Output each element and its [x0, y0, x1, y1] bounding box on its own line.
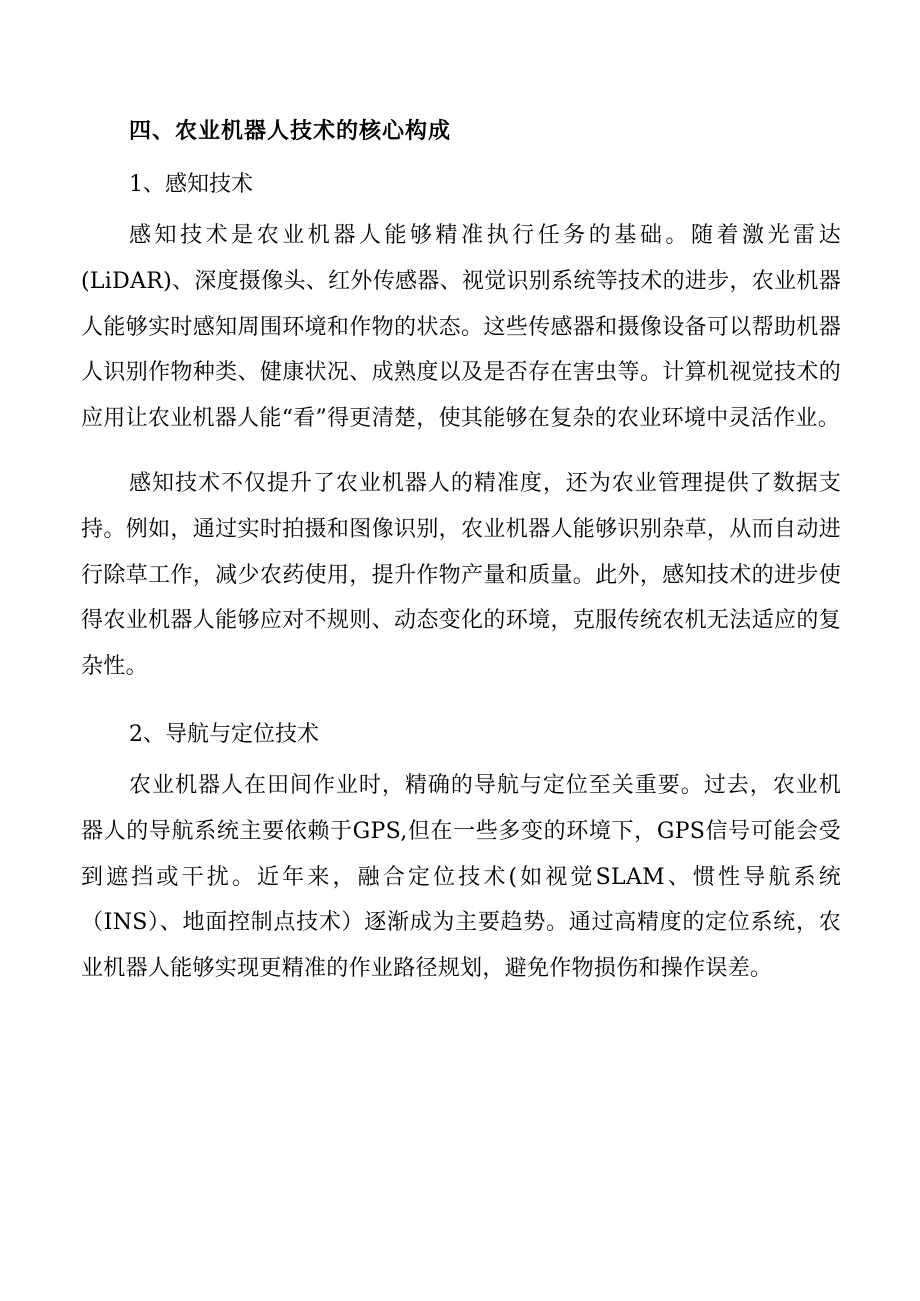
subsection-title-navigation: 2、导航与定位技术 [129, 721, 319, 747]
document-body [81, 106, 841, 1011]
paragraph-navigation-1: 农业机器人在田间作业时，精确的导航与定位至关重要。过去，农业机器人的导航系统主要依赖于GPS,但在一些多变的环境下，GPS信号可能会受到遮挡或干扰。近年来，融合定位技术(如视觉SLAM、惯性导航系统（INS）、地面控制点技术）逐渐成为主要趋势。通过高精度的定位系统，农业机器人能够实现更精准的作业路径规划，避免作物损伤和操作误差。 [81, 772, 841, 982]
paragraph-perception-1: 感知技术是农业机器人能够精准执行任务的基础。随着激光雷达(LiDAR)、深度摄像头、红外传感器、视觉识别系统等技术的进步，农业机器人能够实时感知周围环境和作物的状态。这些传感器和摄像设备可以帮助机器人识别作物种类、健康状况、成熟度以及是否存在害虫等。计算机视觉技术的应用让农业机器人能“看”得更清楚，使其能够在复杂的农业环境中灵活作业。 [81, 223, 842, 432]
section-title: 四、农业机器人技术的核心构成 [129, 119, 452, 144]
paragraph-perception-2: 感知技术不仅提升了农业机器人的精准度，还为农业管理提供了数据支持。例如，通过实时拍摄和图像识别，农业机器人能够识别杂草，从而自动进行除草工作，减少农药使用，提升作物产量和质量。此外，感知技术的进步使得农业机器人能够应对不规则、动态变化的环境，克服传统农机无法适应的复杂性。 [81, 470, 841, 680]
subsection-title-perception: 1、感知技术 [129, 172, 253, 197]
